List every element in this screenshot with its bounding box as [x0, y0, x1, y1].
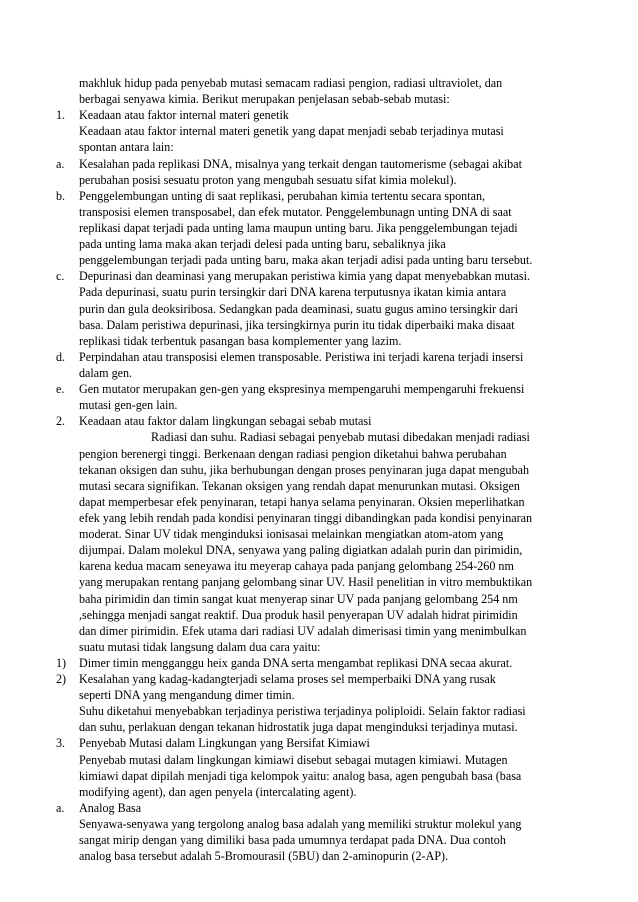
paragraph-line: pada unting lama maka akan terjadi delesi pada unting baru, sebaliknya jika: [79, 237, 446, 252]
list-marker: 1): [56, 655, 67, 670]
paragraph-line: Suhu diketahui menyebabkan terjadinya peristiwa terjadinya poliploidi. Selain faktor radiasi: [79, 704, 526, 719]
list-item-e: [56, 381, 592, 397]
paragraph-line: karena kedua macam seneyawa itu meyerap cahaya pada panjang gelombang 254-260 nm: [79, 559, 514, 574]
list-item-d: [56, 349, 592, 365]
paragraph-line: penggelembungan terjadi pada unting baru, maka akan terjadi adisi pada unting baru tersebut.: [79, 253, 533, 268]
list-marker: 2.: [56, 414, 66, 429]
paragraph-line: transposisi elemen transposabel, dan efek mutator. Penggelembunagn unting DNA di saat: [79, 204, 512, 219]
list-marker: 3.: [56, 736, 66, 751]
paragraph-line: Penyebab mutasi dalam lingkungan kimiawi disebut sebagai mutagen kimiawi. Mutagen: [79, 752, 508, 767]
list-marker: e.: [56, 382, 65, 397]
paragraph-line: mutasi gen-gen lain.: [79, 398, 178, 413]
paragraph-line: ,sehingga menjadi sangat reaktif. Dua produk hasil penyerapan UV adalah hidrat pirimidin: [79, 607, 518, 622]
heading-text: Analog Basa: [79, 800, 142, 815]
list-marker: d.: [56, 349, 66, 364]
list-marker: a.: [56, 800, 65, 815]
paragraph-line: Radiasi dan suhu. Radiasi sebagai penyebab mutasi dibedakan menjadi radiasi: [151, 430, 530, 445]
list-marker: b.: [56, 188, 66, 203]
paragraph-line: replikasi dapat terjadi pada unting lama maupun unting baru. Jika penggelembungan tejadi: [79, 220, 518, 235]
paragraph-line: mutasi secara signifikan. Tekanan oksigen yang rendah dapat menurunkan mutasi. Oksigen: [79, 478, 520, 493]
paragraph-line: moderat. Sinar UV tidak menginduksi ionisasai melainkan mengiatkan atom-atom yang: [79, 527, 504, 542]
list-item-b: [56, 188, 592, 204]
list-marker: 2): [56, 672, 67, 687]
paragraph-line: dijumpai. Dalam molekul DNA, senyawa yang paling digiatkan adalah purin dan pirimidin,: [79, 543, 523, 558]
paragraph-line: yang merupakan rentang panjang gelombang sinar UV. Hasil penelitian in vitro membuktikan: [79, 575, 533, 590]
list-item-text: Perpindahan atau transposisi elemen transposable. Peristiwa ini terjadi karena terjadi insersi: [79, 349, 524, 364]
paragraph-line: kimiawi dapat dipilah menjadi tiga kelompok yaitu: analog basa, agen pengubah basa (basa: [79, 768, 522, 783]
paragraph-line: dan suhu, perlakuan dengan tekanan hidrostatik juga dapat menginduksi terjadinya mutasi.: [79, 720, 518, 735]
list-marker: 1.: [56, 108, 66, 123]
paragraph-line: sangat mirip dengan yang dimiliki basa pada umumnya terdapat pada DNA. Dua contoh: [79, 833, 506, 848]
paragraph-line: modifying agent), dan agen penyela (intercalating agent).: [79, 784, 357, 799]
heading-text: Keadaan atau faktor dalam lingkungan sebagai sebab mutasi: [79, 414, 372, 429]
paragraph-line: pengion berenergi tinggi. Berkenaan dengan radiasi pengion diketahui bahwa perubahan: [79, 446, 507, 461]
paragraph-line: efek yang lebih rendah pada kondisi penyinaran tinggi dibandingkan pada kondisi penyinaran: [79, 510, 533, 525]
paragraph-line: suatu mutasi tidak langsung dalam dua cara yaitu:: [79, 639, 321, 654]
list-item-2: [56, 671, 592, 687]
paragraph-line: basa. Dalam peristiwa depurinasi, jika tersingkirnya purin itu tidak diperbaiki maka disaat: [79, 317, 515, 332]
list-item-text: Kesalahan yang kadag-kadangterjadi selama proses sel memperbaiki DNA yang rusak: [79, 672, 496, 687]
intro-line: makhluk hidup pada penyebab mutasi semacam radiasi pengion, radiasi ultraviolet, dan: [79, 76, 503, 90]
list-item-a: [56, 156, 592, 172]
subsection-a-heading: [56, 800, 592, 816]
list-marker: c.: [56, 269, 65, 284]
paragraph-line: dan dimer pirimidin. Efek utama dari radiasi UV adalah dimerisasi timin yang menimbulkan: [79, 623, 527, 638]
paragraph-line: replikasi tidak terbentuk pasangan basa komplementer yang lazim.: [79, 333, 402, 348]
intro-line: berbagai senyawa kimia. Berikut merupakan penjelasan sebab-sebab mutasi:: [79, 92, 450, 107]
list-item-text: Depurinasi dan deaminasi yang merupakan peristiwa kimia yang dapat menyebabkan mutasi.: [79, 269, 531, 284]
paragraph-line: purin dan gula deoksiribosa. Sedangkan pada deaminasi, suatu gugus amino tersingkir dari: [79, 301, 518, 316]
paragraph-line: perubahan posisi sesuatu proton yang mengubah sesuatu sifat kimia molekul).: [79, 172, 457, 187]
paragraph-line: dalam gen.: [79, 365, 133, 380]
paragraph-line: dapat memperbesar efek penyinaran, tetapi hanya selama penyinaran. Oksien meperlihatkan: [79, 494, 525, 509]
list-item-1: [56, 655, 592, 671]
section-2-heading: [56, 413, 592, 429]
list-item-text: Gen mutator merupakan gen-gen yang ekspresinya mempengaruhi mempengaruhi frekuensi: [79, 382, 525, 397]
paragraph-line: Keadaan atau faktor internal materi genetik yang dapat menjadi sebab terjadinya mutasi: [79, 124, 504, 139]
paragraph-line: tekanan oksigen dan suhu, jika berhubungan dengan proses penyinaran juga dapat mengubah: [79, 462, 530, 477]
section-1-heading: [56, 107, 592, 123]
list-item-text: Dimer timin mengganggu heix ganda DNA serta mengambat replikasi DNA secaa akurat.: [79, 655, 513, 670]
list-item-text: Penggelembungan unting di saat replikasi, perubahan kimia tertentu secara spontan,: [79, 188, 486, 203]
heading-text: Penyebab Mutasi dalam Lingkungan yang Bersifat Kimiawi: [79, 736, 370, 751]
list-marker: a.: [56, 156, 65, 171]
paragraph-line: analog basa tersebut adalah 5-Bromourasil (5BU) dan 2-aminopurin (2-AP).: [79, 849, 449, 864]
paragraph-line: Pada depurinasi, suatu purin tersingkir dari DNA karena terputusnya ikatan kimia antara: [79, 285, 507, 300]
paragraph-line: Senyawa-senyawa yang tergolong analog basa adalah yang memiliki struktur molekul yang: [79, 817, 522, 832]
section-3-heading: [56, 735, 592, 751]
list-item-c: [56, 268, 592, 284]
paragraph-line: baha pirimidin dan timin sangat kuat menyerap sinar UV pada panjang gelombang 254 nm: [79, 591, 518, 606]
paragraph-line: spontan antara lain:: [79, 140, 174, 155]
heading-text: Keadaan atau faktor internal materi genetik: [79, 108, 289, 123]
list-item-text: Kesalahan pada replikasi DNA, misalnya yang terkait dengan tautomerisme (sebagai akibat: [79, 156, 522, 171]
document-page: [56, 75, 592, 864]
paragraph-line: seperti DNA yang mengandung dimer timin.: [79, 688, 295, 703]
